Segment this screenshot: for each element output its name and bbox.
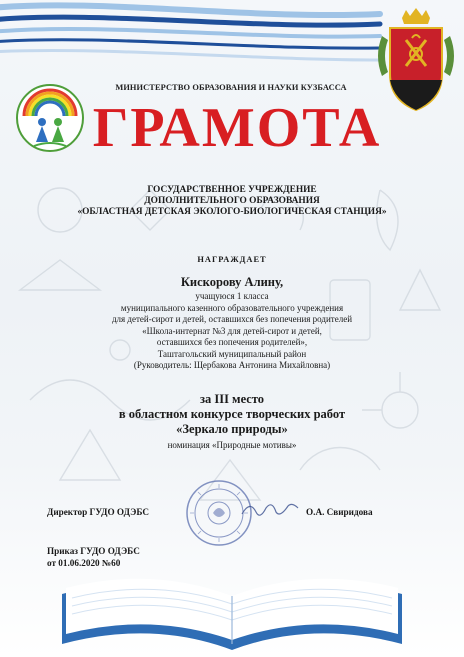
achievement-block <box>0 392 464 437</box>
director-position: Директор ГУДО ОДЭБС <box>47 507 150 517</box>
organization-line-3: «ОБЛАСТНАЯ ДЕТСКАЯ ЭКОЛОГО-БИОЛОГИЧЕСКАЯ СТАНЦИЯ» <box>77 207 387 217</box>
organization-block <box>0 185 464 218</box>
achievement-contest-name: «Зеркало природы» <box>176 422 288 436</box>
recipient-line: (Руководитель: Щербакова Антонина Михайловна) <box>133 360 331 370</box>
organization-line-1: ГОСУДАРСТВЕННОЕ УЧРЕЖДЕНИЕ <box>147 185 317 195</box>
order-line-1: Приказ ГУДО ОДЭБС <box>47 546 140 556</box>
recipient-details <box>0 291 464 372</box>
achievement-contest: в областном конкурсе творческих работ <box>118 407 346 421</box>
recipient-line: для детей-сирот и детей, оставшихся без попечения родителей <box>111 314 353 324</box>
achievement-place: за III место <box>199 392 265 406</box>
director-name: О.А. Свиридова <box>306 507 373 517</box>
awards-label: НАГРАЖДАЕТ <box>197 255 267 264</box>
recipient-line: муниципального казенного образовательного учреждения <box>120 302 344 313</box>
organization-line-2: ДОПОЛНИТЕЛЬНОГО ОБРАЗОВАНИЯ <box>144 196 320 206</box>
nomination: номинация «Природные мотивы» <box>167 440 297 450</box>
certificate-title: ГРАМОТА <box>92 97 382 159</box>
recipient-line: Таштагольский муниципальный район <box>157 348 307 359</box>
recipient-name: Кискорову Алину, <box>180 275 284 289</box>
order-line-2: от 01.06.2020 №60 <box>47 557 121 568</box>
handwritten-signature <box>240 500 300 520</box>
recipient-line: учащуюся 1 класса <box>195 291 269 301</box>
recipient-line: «Школа-интернат №3 для детей-сирот и детей, <box>142 325 322 336</box>
eco-station-logo <box>14 82 86 154</box>
kuzbass-coat-of-arms <box>372 6 460 116</box>
ministry-name: МИНИСТЕРСТВО ОБРАЗОВАНИЯ И НАУКИ КУЗБАССА <box>115 83 347 92</box>
recipient-line: оставшихся без попечения родителей», <box>156 337 308 347</box>
open-book-illustration <box>50 560 414 657</box>
